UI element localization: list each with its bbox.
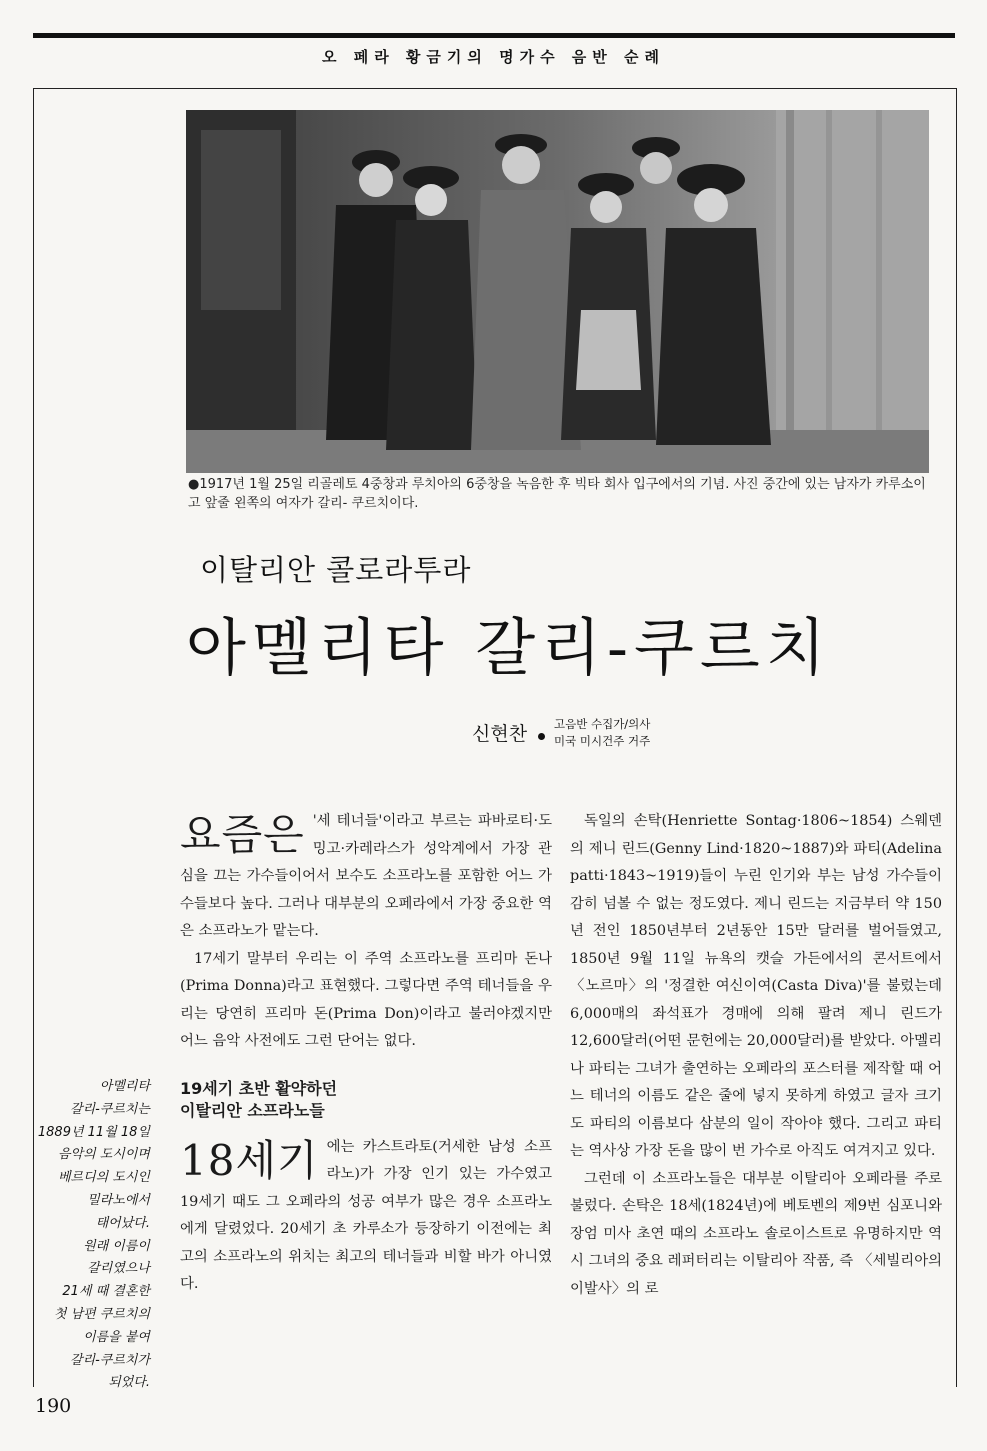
left-paragraph-2: 17세기 말부터 우리는 이 주역 소프라노를 프리마 돈나(Prima Donna)라고 표현했다. 그렇다면 주역 테너들을 우리는 당연히 프리마 돈(Prima Don)이라고 불러야겠지만 어느 음악 사전에도 그런 단어는 없다. bbox=[180, 950, 552, 1049]
sidenote-line: 1889년 11월 18일 bbox=[37, 1124, 150, 1140]
left-paragraph-1 bbox=[180, 808, 552, 946]
series-header: 오 페라 황금기의 명가수 음반 순례 bbox=[322, 48, 665, 66]
author-bullet-icon bbox=[538, 733, 545, 740]
left-paragraph-1-text: '세 테너들'이라고 부르는 파바로티·도밍고·카레라스가 성악계에서 가장 관심을 끄는 가수들이어서 보수도 소프라노를 포함한 어느 가수들보다 높다. 그러나 대부분의 오페라에서 가장 중요한 역은 소프라노가 맡는다. bbox=[180, 813, 552, 939]
sidenote-line: 이름을 붙여 bbox=[83, 1329, 150, 1345]
sidenote-line: 베르디의 도시인 bbox=[57, 1170, 150, 1186]
page-number: 190 bbox=[35, 1395, 72, 1417]
photo-caption: ●1917년 1월 25일 리골레토 4중창과 루치아의 6중창을 녹음한 후 빅타 회사 입구에서의 기념. 사진 중간에 있는 남자가 카루소이고 앞줄 왼쪽의 여자가 갈리- 쿠르치이다. bbox=[188, 477, 926, 511]
author-role bbox=[554, 716, 650, 750]
sidenote bbox=[30, 1076, 150, 1395]
photo-illustration bbox=[186, 110, 929, 473]
sidenote-line: 원래 이름이 bbox=[83, 1238, 150, 1254]
article-title: 아멜리타 갈리-쿠르치 bbox=[186, 611, 832, 684]
article-subtitle: 이탈리안 콜로라투라 bbox=[200, 553, 472, 587]
right-paragraph-1: 독일의 손탁(Henriette Sontag·1806~1854) 스웨덴의 제니 린드(Genny Lind·1820~1887)와 파티(Adelina patti·1843~1919)들이 누린 인기와 부는 남성 가수들이 감히 넘볼 수 없는 정도였다. 제니 린드는 지금부터 약 150년 전인 1850년부터 2년동안 15만 달러를 벌어들였고, 1850년 9월 11일 뉴욕의 캣슬 가든에서의 콘서트에서 〈노르마〉의 '정결한 여신이여(Casta Diva)'를 불렀는데 6,000매의 좌석표가 경매에 의해 팔려 제니 린드가 12,600달러(어떤 문헌에는 20,000달러)를 받았다. 아멜리나 파티는 그녀가 출연하는 오페라의 포스터를 제작할 때 어느 테너의 이름도 같은 줄에 넣지 못하게 하였고 글자 크기도 파티의 이름보다 삼분의 일이 작아야 했다. 그리고 파티는 역사상 가장 돈을 많이 번 가수로 아직도 여겨지고 있다. bbox=[570, 813, 942, 1159]
top-rule bbox=[33, 33, 955, 38]
subhead-line2: 이탈리안 소프라노들 bbox=[180, 1100, 325, 1120]
right-paragraph-2: 그런데 이 소프라노들은 대부분 이탈리아 오페라를 주로 불렀다. 손탁은 18세(1824년)에 베토벤의 제9번 심포니와 장엄 미사 초연 때의 소프라노 솔로이스트로 유명하지만 역시 그녀의 중요 레퍼터리는 이탈리아 작품, 즉 〈세빌리아의 이발사〉의 로 bbox=[570, 1170, 942, 1297]
sidenote-line: 되었다. bbox=[108, 1375, 150, 1391]
group-photo bbox=[186, 110, 929, 473]
drop-word-2: 18세기 bbox=[180, 1135, 319, 1185]
sidenote-line: 음악의 도시이며 bbox=[57, 1147, 150, 1163]
sidenote-line: 갈리-쿠르치가 bbox=[69, 1352, 150, 1368]
left-paragraph-3 bbox=[180, 1134, 552, 1299]
right-column bbox=[570, 808, 942, 1303]
sidenote-line: 밀라노에서 bbox=[87, 1192, 150, 1208]
left-paragraph-3-text: 에는 카스트라토(거세한 남성 소프라노)가 가장 인기 있는 가수였고 19세기 때도 그 오페라의 성공 여부가 많은 경우 소프라노에게 달렸었다. 20세기 초 카루소가 등장하기 이전에는 최고의 소프라노의 위치는 최고의 테너들과 비할 바가 아니였다. bbox=[180, 1138, 552, 1292]
section-subhead bbox=[180, 1078, 552, 1122]
author-role-line2: 미국 미시건주 거주 bbox=[554, 734, 651, 748]
sidenote-line: 갈리였으나 bbox=[87, 1261, 150, 1277]
subhead-line1: 19세기 초반 활약하던 bbox=[180, 1078, 338, 1098]
sidenote-line: 태어났다. bbox=[95, 1215, 150, 1231]
author-role-line1: 고음반 수집가/의사 bbox=[554, 717, 651, 731]
sidenote-line: 첫 남편 쿠르치의 bbox=[53, 1306, 150, 1322]
author-name: 신현찬 bbox=[472, 723, 528, 745]
sidenote-line: 갈리-쿠르치는 bbox=[69, 1101, 150, 1117]
sidenote-line: 21세 때 결혼한 bbox=[62, 1284, 150, 1300]
sidenote-line: 아멜리타 bbox=[99, 1079, 150, 1094]
left-column bbox=[180, 808, 552, 1299]
drop-word: 요즘은 bbox=[180, 810, 305, 859]
